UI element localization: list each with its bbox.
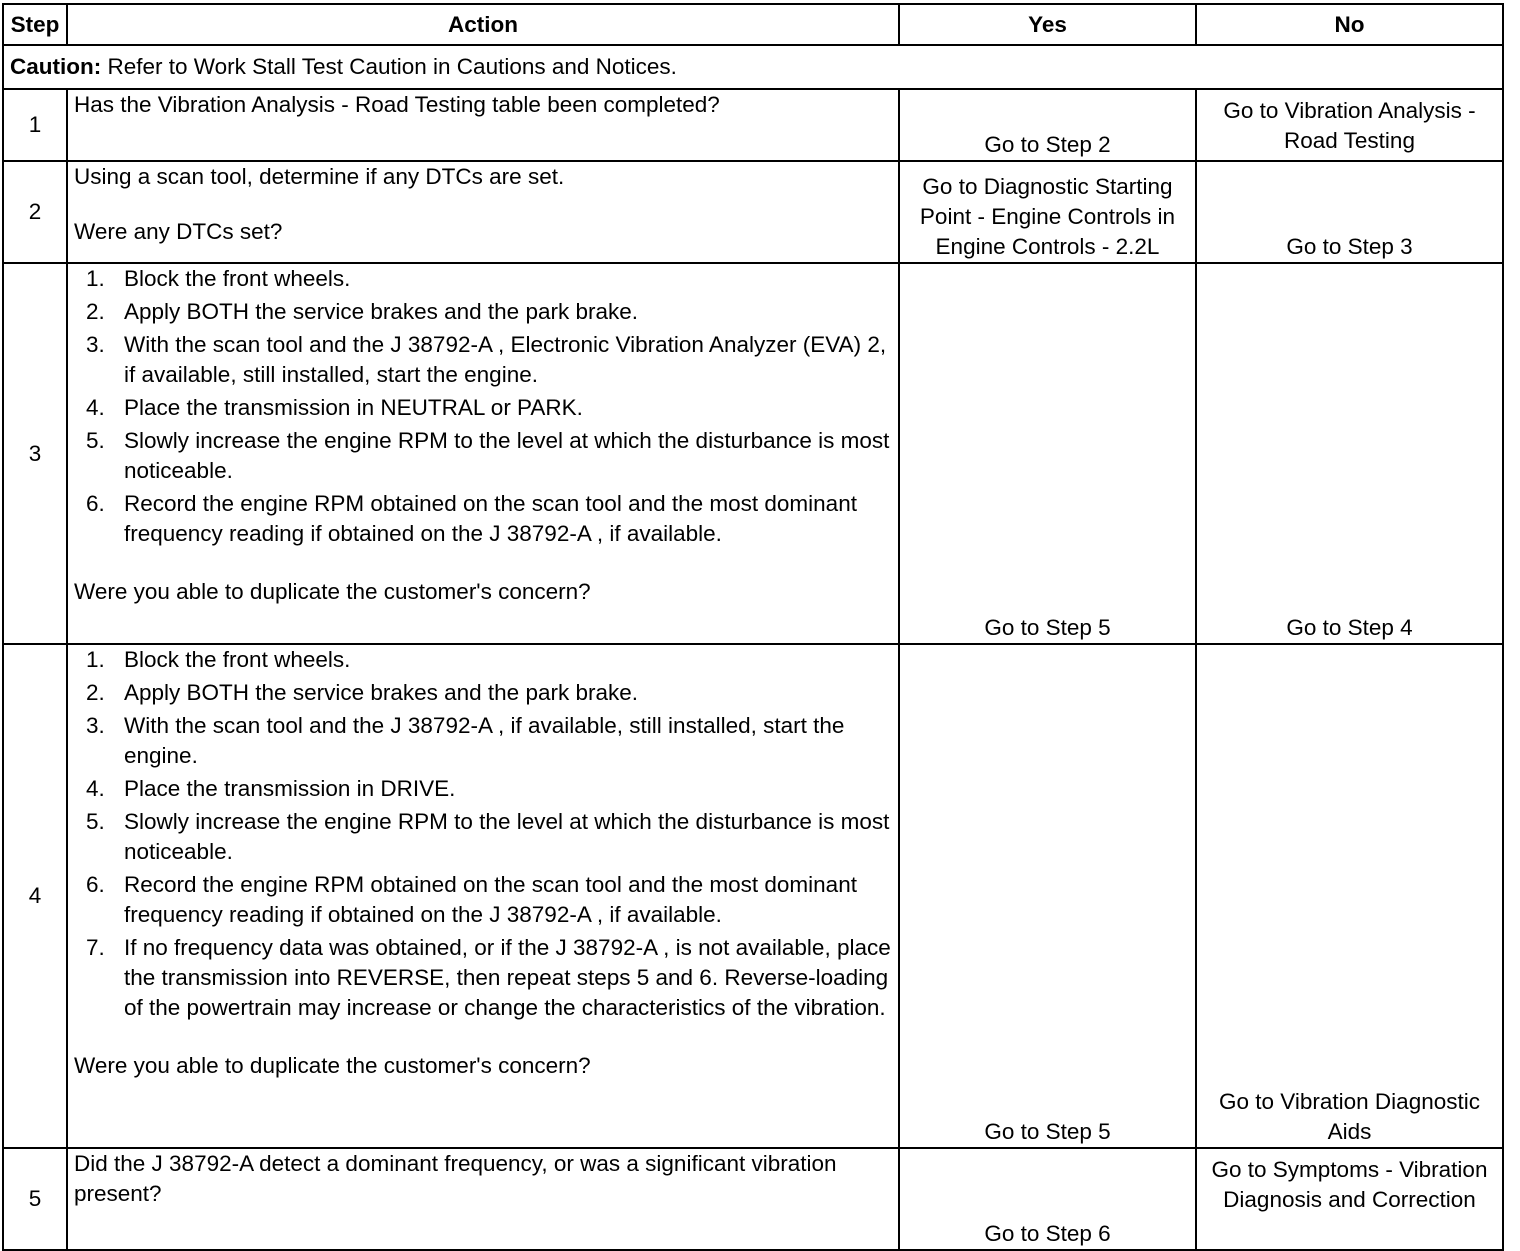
- diagnostic-table: [2, 3, 1504, 1251]
- table-row: [3, 644, 1503, 1148]
- header-step: Step: [3, 4, 67, 45]
- list-number: 4.: [86, 395, 105, 420]
- list-item-text: If no frequency data was obtained, or if the J 38792-A , is not available, place the transmission into REVERSE, then repeat steps 5 and 6. Reverse-loading of the powertrain may increase or change the characteristics of the vibration.: [124, 935, 891, 1020]
- caution-row: [3, 45, 1503, 89]
- list-number: 6.: [86, 491, 105, 516]
- step-number: 1: [3, 89, 67, 161]
- list-item-text: Apply BOTH the service brakes and the park brake.: [124, 299, 638, 324]
- list-item-text: Block the front wheels.: [124, 647, 351, 672]
- list-item-text: Slowly increase the engine RPM to the level at which the disturbance is most noticeable.: [124, 428, 890, 483]
- action-cell: [67, 263, 899, 644]
- step-number: 2: [3, 161, 67, 263]
- list-item: [74, 264, 892, 294]
- action-question: Were any DTCs set?: [74, 219, 283, 244]
- list-item: [74, 678, 892, 708]
- table-row: [3, 89, 1503, 161]
- yes-cell: Go to Step 6: [899, 1148, 1196, 1250]
- action-intro: Using a scan tool, determine if any DTCs are set.: [74, 164, 565, 189]
- step-number: 5: [3, 1148, 67, 1250]
- list-number: 3.: [86, 713, 105, 738]
- table-row: [3, 263, 1503, 644]
- list-number: 5.: [86, 809, 105, 834]
- list-number: 3.: [86, 332, 105, 357]
- list-item: [74, 297, 892, 327]
- procedure-list: [74, 645, 892, 1023]
- header-row: [3, 4, 1503, 45]
- no-cell: Go to Vibration Diagnostic Aids: [1196, 644, 1503, 1148]
- list-item: [74, 645, 892, 675]
- list-item: [74, 774, 892, 804]
- list-number: 6.: [86, 872, 105, 897]
- list-number: 1.: [86, 266, 105, 291]
- step-number: 3: [3, 263, 67, 644]
- list-item: [74, 426, 892, 486]
- list-item-text: Place the transmission in DRIVE.: [124, 776, 456, 801]
- list-item: [74, 933, 892, 1023]
- list-item-text: With the scan tool and the J 38792-A , Electronic Vibration Analyzer (EVA) 2, if available, still installed, start the engine.: [124, 332, 887, 387]
- table-row: [3, 1148, 1503, 1250]
- list-item: [74, 330, 892, 390]
- list-item-text: Record the engine RPM obtained on the scan tool and the most dominant frequency reading if obtained on the J 38792-A , if available.: [124, 872, 857, 927]
- list-item-text: Block the front wheels.: [124, 266, 351, 291]
- list-number: 1.: [86, 647, 105, 672]
- no-cell: Go to Vibration Analysis - Road Testing: [1196, 89, 1503, 161]
- action-question: Has the Vibration Analysis - Road Testing table been completed?: [74, 92, 720, 117]
- action-cell: [67, 161, 899, 263]
- list-number: 2.: [86, 299, 105, 324]
- list-item-text: Apply BOTH the service brakes and the park brake.: [124, 680, 638, 705]
- action-question: Were you able to duplicate the customer's concern?: [74, 1053, 591, 1078]
- list-item: [74, 393, 892, 423]
- yes-cell: Go to Step 5: [899, 263, 1196, 644]
- list-number: 7.: [86, 935, 105, 960]
- no-cell: Go to Step 4: [1196, 263, 1503, 644]
- header-action: Action: [67, 4, 899, 45]
- yes-cell: Go to Diagnostic Starting Point - Engine Controls in Engine Controls - 2.2L: [899, 161, 1196, 263]
- no-cell: Go to Symptoms - Vibration Diagnosis and Correction: [1196, 1148, 1503, 1250]
- yes-cell: Go to Step 2: [899, 89, 1196, 161]
- procedure-list: [74, 264, 892, 549]
- list-item-text: Place the transmission in NEUTRAL or PARK.: [124, 395, 583, 420]
- list-item: [74, 711, 892, 771]
- action-cell: [67, 89, 899, 161]
- list-number: 2.: [86, 680, 105, 705]
- list-item-text: With the scan tool and the J 38792-A , if available, still installed, start the engine.: [124, 713, 845, 768]
- caution-label: Caution:: [10, 54, 102, 79]
- header-no: No: [1196, 4, 1503, 45]
- list-number: 5.: [86, 428, 105, 453]
- action-cell: [67, 1148, 899, 1250]
- action-question: Did the J 38792-A detect a dominant frequency, or was a significant vibration present?: [74, 1151, 837, 1206]
- list-item: [74, 807, 892, 867]
- list-item: [74, 870, 892, 930]
- step-number: 4: [3, 644, 67, 1148]
- caution-cell: [3, 45, 1503, 89]
- table-row: [3, 161, 1503, 263]
- header-yes: Yes: [899, 4, 1196, 45]
- action-question: Were you able to duplicate the customer's concern?: [74, 579, 591, 604]
- no-cell: Go to Step 3: [1196, 161, 1503, 263]
- caution-text: Refer to Work Stall Test Caution in Cautions and Notices.: [101, 54, 677, 79]
- yes-cell: Go to Step 5: [899, 644, 1196, 1148]
- list-number: 4.: [86, 776, 105, 801]
- action-cell: [67, 644, 899, 1148]
- list-item: [74, 489, 892, 549]
- list-item-text: Slowly increase the engine RPM to the level at which the disturbance is most noticeable.: [124, 809, 890, 864]
- list-item-text: Record the engine RPM obtained on the scan tool and the most dominant frequency reading if obtained on the J 38792-A , if available.: [124, 491, 857, 546]
